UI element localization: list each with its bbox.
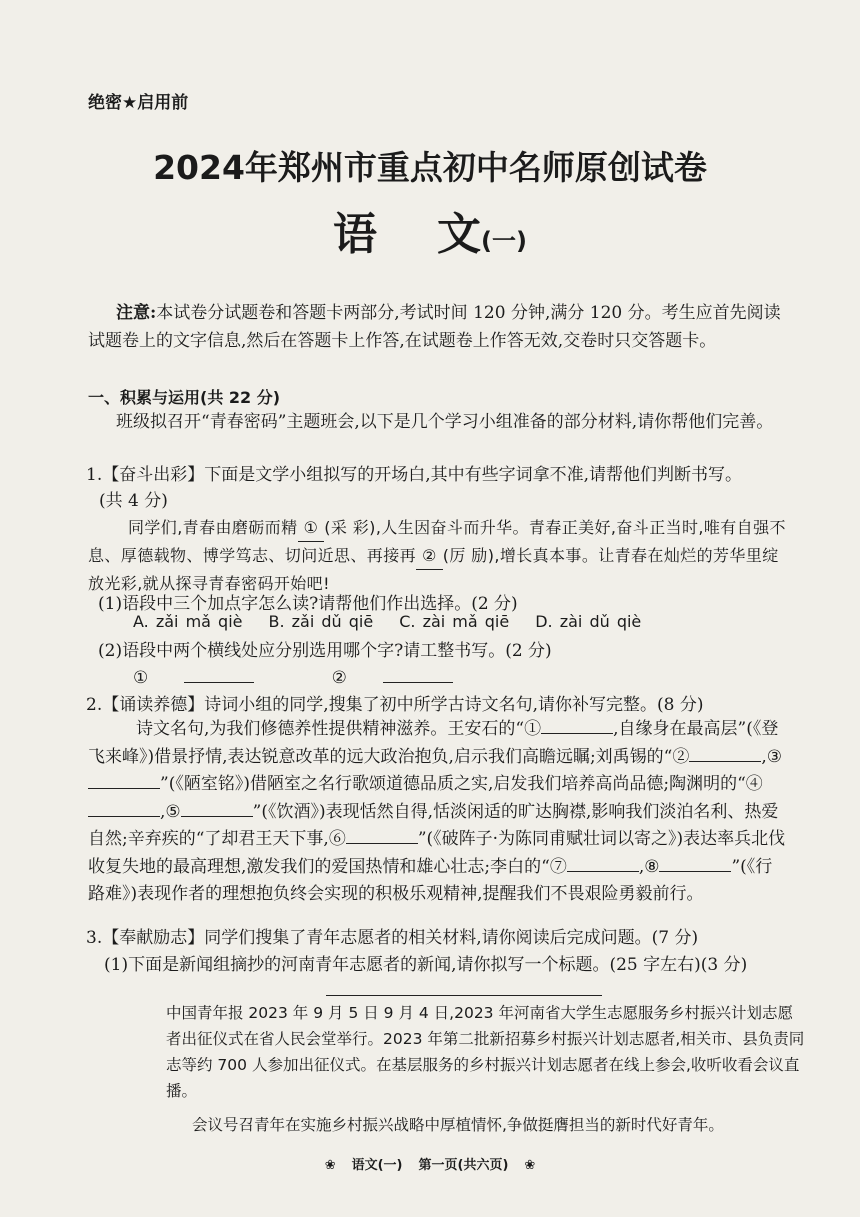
section-heading: 一、积累与运用(共 22 分) [88,388,281,407]
option-c[interactable]: C. zài mǎ qiē [399,612,510,631]
passage-part-b: ,人生因奋斗而升华。青春正美好,奋斗正当时,唯有自强不息、厚德载物、博学笃志、切问近思、再接再 [88,518,786,565]
volume-label: (一) [481,227,527,255]
fill-blank-1[interactable] [541,733,613,734]
fill-blank-8[interactable] [659,871,731,872]
flower-icon: ❀ [324,1158,336,1173]
question-2-stem: 2.【诵读养德】诗词小组的同学,搜集了初中所学古诗文名句,请你补写完整。(8 分) [86,695,704,715]
question-1-sub-2: (2)语段中两个横线处应分别选用哪个字?请工整书写。(2 分) [98,641,552,661]
flower-icon: ❀ [524,1158,536,1173]
news-paragraph-2: 会议号召青年在实施乡村振兴战略中厚植情怀,争做挺膺担当的新时代好青年。 [192,1116,724,1134]
question-1-sub-1: (1)语段中三个加点字怎么读?请帮他们作出选择。(2 分) [98,594,518,614]
footer-subject: 语文(一) [351,1158,403,1173]
exam-title: 2024年郑州市重点初中名师原创试卷 [153,148,707,187]
question-3-sub-1: (1)下面是新闻组摘抄的河南青年志愿者的新闻,请你拟写一个标题。(25 字左右)(3 分) [104,955,748,975]
blank-2: ② [416,542,443,570]
choice-1: (采 彩) [324,518,376,537]
answer-1[interactable]: ① [133,668,290,688]
footer-page: 第一页(共六页) [418,1158,509,1173]
notice-text: 本试卷分试题卷和答题卡两部分,考试时间 120 分钟,满分 120 分。考生应首先阅读试题卷上的文字信息,然后在答题卡上作答,在试题卷上作答无效,交卷时只交答题卡。 [88,303,781,351]
news-title-blank[interactable] [326,995,602,996]
subject-char-2: 文 [437,209,482,260]
fill-blank-2[interactable] [689,761,761,762]
option-a[interactable]: A. zǎi mǎ qiè [133,612,243,631]
option-b[interactable]: B. zǎi dǔ qiē [268,612,374,631]
choice-2: (厉 励) [442,546,495,565]
subject-title [0,198,860,262]
question-1-score: (共 4 分) [99,491,168,511]
exam-notice [88,299,788,355]
fill-blank-7[interactable] [567,871,639,872]
question-1-options [133,612,667,631]
fill-blank-3[interactable] [88,788,160,789]
confidential-label: 绝密★启用前 [88,93,189,113]
passage-part-a: 同学们,青春由磨砺而精 [128,518,298,537]
fill-blank-4[interactable] [88,816,160,817]
question-1-stem: 1.【奋斗出彩】下面是文学小组拟写的开场白,其中有些字词拿不准,请帮他们判断书写。 [86,465,743,485]
option-d[interactable]: D. zài dǔ qiè [535,612,642,631]
subject-char-1: 语 [333,209,378,260]
answer-2[interactable]: ② [332,668,489,688]
news-paragraph-1: 中国青年报 2023 年 9 月 5 日 9 月 4 日,2023 年河南省大学生志愿服务乡村振兴计划志愿者出征仪式在省人民会堂举行。2023 年第二批新招募乡村振兴计划志愿者,相关市、县负责同志等约 700 人参加出征仪式。在基层服务的乡村振兴计划志愿者在线上参会,收听收看会议直播。 [166,1004,805,1100]
notice-label: 注意: [116,303,157,323]
question-1-answer-lines [133,668,525,688]
question-1-passage [88,514,788,597]
question-2-passage: 诗文名句,为我们修德养性提供精神滋养。王安石的“① ,自缘身在最高层”(《登飞来峰》)借景抒情,表达锐意改革的远大政治抱负,启示我们高瞻远瞩;刘禹锡的“② ,③”(《陋室铭》)借陋室之名行歌颂道德品质之实,启发我们培养高尚品德;陶渊明的“④,⑤ ”(《饮酒》)表现恬然自得,恬淡闲适的旷达胸襟,影响我们淡泊名利、热爱自然;辛弃疾的“了却君王天下事,⑥ ”(《破阵子·为陈同甫赋壮词以寄之》)表达率兵北伐收复失地的最高理想,激发我们的爱国热情和雄心壮志;李白的“⑦ ,⑧ ”(《行路难》)表现作者的理想抱负终会实现的积极乐观精神,提醒我们不畏艰险勇毅前行。 [88,719,786,904]
passage-part-c: ,增长真本事。让青春在灿烂的芳华里绽放光彩,就从探寻青春密码开始吧! [88,546,779,593]
question-3-stem: 3.【奉献励志】同学们搜集了青年志愿者的相关材料,请你阅读后完成问题。(7 分) [86,928,699,948]
fill-blank-5[interactable] [181,816,253,817]
blank-1: ① [298,514,325,542]
section-intro: 班级拟召开“青春密码”主题班会,以下是几个学习小组准备的部分材料,请你帮他们完善。 [116,412,774,432]
page-footer [0,1154,860,1173]
fill-blank-6[interactable] [346,843,418,844]
